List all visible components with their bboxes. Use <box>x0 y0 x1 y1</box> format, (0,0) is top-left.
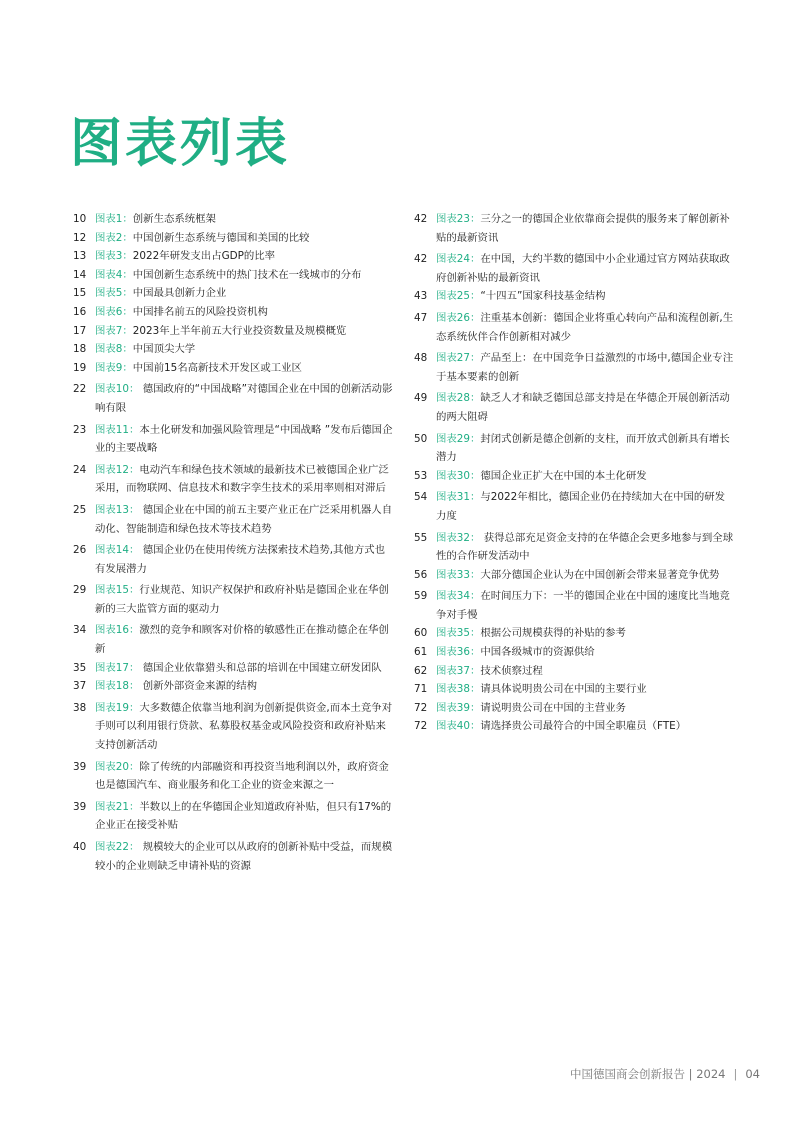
entry-page-number: 40 <box>73 841 87 853</box>
entry-page-number: 48 <box>414 352 428 365</box>
entry-page-number: 16 <box>73 305 87 318</box>
entry-page-number: 42 <box>414 213 428 225</box>
entry-figure-label: 图表30： <box>436 469 481 482</box>
entry-description: 电动汽车和绿色技术领域的最新技术已被德国企业广泛采用，而物联网、信息技术和数字孪生技术的采用率则相对滞后 <box>95 463 389 495</box>
entry-figure-label: 图表11： <box>95 423 140 436</box>
entry-text <box>95 359 393 378</box>
entry-description: 中国排名前五的风险投资机构 <box>132 305 268 318</box>
entry-description: 大多数德企依靠当地利润为创新提供资金,而本土竞争对手则可以利用银行贷款、私募股权基金或风险投资和政府补贴来支持创新活动 <box>95 701 393 752</box>
figure-list-entry[interactable] <box>73 210 393 229</box>
entry-page-number: 38 <box>73 701 87 714</box>
entry-description: 创新外部资金来源的结构 <box>139 680 258 693</box>
entry-page-number: 18 <box>73 343 87 356</box>
entry-text <box>436 309 734 346</box>
entry-text <box>95 284 393 303</box>
entry-text <box>436 662 734 681</box>
entry-page-number: 19 <box>73 361 87 374</box>
entry-figure-label: 图表7： <box>95 324 133 337</box>
entry-page-number: 39 <box>73 760 87 773</box>
entry-text <box>95 247 393 266</box>
figure-list-entry[interactable] <box>414 566 734 585</box>
entry-description: 请具体说明贵公司在中国的主要行业 <box>480 683 647 696</box>
entry-page-number: 42 <box>414 253 428 266</box>
entry-text <box>436 680 734 699</box>
entry-text <box>95 659 393 678</box>
entry-figure-label: 图表40： <box>436 720 481 733</box>
entry-description: “十四五”国家科技基金结构 <box>480 290 606 303</box>
entry-text <box>95 461 393 498</box>
figure-list-entry[interactable] <box>414 699 734 718</box>
entry-text <box>95 581 393 618</box>
entry-figure-label: 图表38： <box>436 683 481 696</box>
entry-description: 注重基本创新：德国企业将重心转向产品和流程创新,生态系统伙伴合作创新相对减少 <box>436 311 734 343</box>
figure-list-entry[interactable] <box>73 247 393 266</box>
entry-figure-label: 图表19： <box>95 701 140 714</box>
entry-text <box>436 430 734 467</box>
entry-text <box>95 322 393 341</box>
figure-list-entry[interactable] <box>73 659 393 678</box>
entry-page-number: 60 <box>414 627 428 640</box>
entry-page-number: 12 <box>73 231 87 244</box>
entry-description: 德国政府的“中国战略”对德国企业在中国的创新活动影响有限 <box>95 383 393 414</box>
entry-figure-label: 图表27： <box>436 352 481 365</box>
figure-list-entry[interactable] <box>414 529 734 566</box>
entry-page-number: 15 <box>73 287 87 300</box>
figure-list-entry[interactable] <box>414 287 734 306</box>
entry-figure-label: 图表28： <box>436 392 481 405</box>
entry-page-number: 56 <box>414 568 428 581</box>
entry-page-number: 13 <box>73 250 87 263</box>
figure-list-entry[interactable] <box>73 461 393 498</box>
entry-description: 中国创新生态系统中的热门技术在一线城市的分布 <box>132 268 362 281</box>
entry-description: 在中国，大约半数的德国中小企业通过官方网站获取政府创新补贴的最新资讯 <box>436 253 730 284</box>
entry-figure-label: 图表1： <box>95 213 133 225</box>
entry-text <box>95 798 393 835</box>
entry-figure-label: 图表12： <box>95 463 140 476</box>
entry-text <box>436 624 734 643</box>
entry-page-number: 47 <box>414 311 428 324</box>
figure-list-entry[interactable] <box>73 677 393 696</box>
entry-description: 产品至上：在中国竞争日益激烈的市场中,德国企业专注于基本要素的创新 <box>436 352 734 383</box>
figure-list-entry[interactable] <box>414 430 734 467</box>
entry-description: 获得总部充足资金支持的在华德企会更多地参与到全球性的合作研发活动中 <box>436 531 734 563</box>
entry-description: 德国企业在中国的前五主要产业正在广泛采用机器人自动化、智能制造和绿色技术等技术趋势 <box>95 503 393 535</box>
figure-list-entry[interactable] <box>73 359 393 378</box>
entry-page-number: 17 <box>73 324 87 337</box>
figure-list-entry[interactable] <box>73 421 393 458</box>
entry-text <box>436 566 734 585</box>
entry-figure-label: 图表6： <box>95 305 133 318</box>
figure-list-entry[interactable] <box>414 210 734 247</box>
entry-figure-label: 图表37： <box>436 664 481 677</box>
entry-page-number: 35 <box>73 661 87 674</box>
entry-description: 半数以上的在华德国企业知道政府补贴，但只有17%的企业正在接受补贴 <box>95 800 392 832</box>
entry-figure-label: 图表32： <box>436 531 481 544</box>
entry-description: 请说明贵公司在中国的主营业务 <box>480 701 626 714</box>
entry-page-number: 23 <box>73 423 87 436</box>
entry-text <box>436 488 734 525</box>
entry-description: 中国各级城市的资源供给 <box>480 646 595 659</box>
figure-list-entry[interactable] <box>414 662 734 681</box>
entry-text <box>95 838 393 875</box>
entry-page-number: 22 <box>73 383 87 396</box>
figure-list-entry[interactable] <box>73 284 393 303</box>
figure-list-entry[interactable] <box>414 680 734 699</box>
figure-list-entry[interactable] <box>414 643 734 662</box>
entry-text <box>436 250 734 287</box>
footer-separator: | <box>733 1067 738 1081</box>
entry-text <box>95 380 393 417</box>
entry-description: 大部分德国企业认为在中国创新会带来显著竞争优势 <box>480 568 720 581</box>
entry-description: 德国企业仍在使用传统方法探索技术趋势,其他方式也有发展潜力 <box>95 544 385 575</box>
entry-text <box>436 389 734 426</box>
entry-page-number: 14 <box>73 268 87 281</box>
figure-list-right-column <box>414 210 734 736</box>
entry-description: 在时间压力下：一半的德国企业在中国的速度比当地竞争对手慢 <box>436 590 730 621</box>
figure-list-entry[interactable] <box>414 389 734 426</box>
figure-list-left-column <box>73 210 393 875</box>
entry-text <box>95 421 393 458</box>
entry-description: 请选择贵公司最符合的中国全职雇员（FTE） <box>480 720 687 733</box>
entry-description: 除了传统的内部融资和再投资当地利润以外，政府资金也是德国汽车、商业服务和化工企业的资金来源之一 <box>95 760 389 792</box>
entry-figure-label: 图表15： <box>95 584 140 597</box>
footer-page-number: 04 <box>745 1067 760 1081</box>
figure-list-entry[interactable] <box>73 621 393 658</box>
entry-description: 2022年研发支出占GDP的比率 <box>132 250 276 263</box>
entry-text <box>436 210 734 247</box>
figure-list-entry[interactable] <box>73 758 393 795</box>
figure-list-entry[interactable] <box>73 266 393 285</box>
entry-description: 封闭式创新是德企创新的支柱，而开放式创新具有增长潜力 <box>436 432 730 464</box>
entry-figure-label: 图表13： <box>95 503 140 516</box>
entry-text <box>95 501 393 538</box>
entry-description: 与2022年相比，德国企业仍在持续加大在中国的研发力度 <box>436 491 726 522</box>
entry-figure-label: 图表8： <box>95 343 133 356</box>
entry-text <box>95 758 393 795</box>
entry-description: 根据公司规模获得的补贴的参考 <box>480 627 626 640</box>
entry-text <box>436 529 734 566</box>
entry-figure-label: 图表33： <box>436 568 481 581</box>
entry-figure-label: 图表26： <box>436 311 481 324</box>
entry-page-number: 55 <box>414 531 428 544</box>
entry-page-number: 72 <box>414 701 428 714</box>
entry-page-number: 39 <box>73 800 87 813</box>
entry-page-number: 49 <box>414 392 428 405</box>
entry-figure-label: 图表10： <box>95 383 140 396</box>
entry-text <box>436 467 734 486</box>
entry-description: 激烈的竞争和顾客对价格的敏感性正在推动德企在华创新 <box>95 624 389 656</box>
figure-list-entry[interactable] <box>414 309 734 346</box>
figure-list-entry[interactable] <box>73 303 393 322</box>
entry-figure-label: 图表22： <box>95 841 140 853</box>
figure-list-entry[interactable] <box>73 581 393 618</box>
entry-description: 中国最具创新力企业 <box>132 287 227 300</box>
footer-report-title: 中国德国商会创新报告 | 2024 <box>570 1067 726 1081</box>
figure-list-entry[interactable] <box>414 624 734 643</box>
entry-text <box>436 287 734 306</box>
entry-text <box>95 699 393 755</box>
figure-list-entry[interactable] <box>73 838 393 875</box>
entry-figure-label: 图表25： <box>436 290 481 303</box>
entry-description: 中国顶尖大学 <box>132 343 196 356</box>
entry-figure-label: 图表21： <box>95 800 140 813</box>
page-title: 图表列表 <box>70 114 291 174</box>
entry-figure-label: 图表4： <box>95 268 133 281</box>
entry-page-number: 29 <box>73 584 87 597</box>
entry-description: 中国前15名高新技术开发区或工业区 <box>132 361 302 374</box>
entry-figure-label: 图表14： <box>95 544 140 557</box>
entry-page-number: 25 <box>73 503 87 516</box>
entry-description: 三分之一的德国企业依靠商会提供的服务来了解创新补贴的最新资讯 <box>436 213 730 244</box>
figure-list-entry[interactable] <box>414 349 734 386</box>
entry-text <box>95 541 393 578</box>
figure-list-entry[interactable] <box>414 717 734 736</box>
figure-list-entry[interactable] <box>73 699 393 755</box>
entry-page-number: 34 <box>73 624 87 637</box>
entry-text <box>95 266 393 285</box>
entry-figure-label: 图表20： <box>95 760 140 773</box>
entry-page-number: 54 <box>414 491 428 504</box>
entry-figure-label: 图表24： <box>436 253 481 266</box>
figure-list-entry[interactable] <box>414 467 734 486</box>
entry-description: 技术侦察过程 <box>480 664 543 677</box>
entry-text <box>436 349 734 386</box>
entry-figure-label: 图表9： <box>95 361 133 374</box>
entry-page-number: 37 <box>73 680 87 693</box>
entry-figure-label: 图表39： <box>436 701 481 714</box>
figure-list-entry[interactable] <box>73 322 393 341</box>
entry-figure-label: 图表29： <box>436 432 481 445</box>
entry-figure-label: 图表18： <box>95 680 140 693</box>
entry-figure-label: 图表16： <box>95 624 140 637</box>
entry-page-number: 59 <box>414 590 428 603</box>
figure-list-entry[interactable] <box>73 229 393 248</box>
entry-figure-label: 图表2： <box>95 231 133 244</box>
figure-list-entry[interactable] <box>414 587 734 624</box>
entry-figure-label: 图表23： <box>436 213 481 225</box>
entry-figure-label: 图表3： <box>95 250 133 263</box>
entry-description: 缺乏人才和缺乏德国总部支持是在华德企开展创新活动的两大阻碍 <box>436 392 730 423</box>
entry-page-number: 71 <box>414 683 428 696</box>
entry-page-number: 62 <box>414 664 428 677</box>
entry-figure-label: 图表17： <box>95 661 140 674</box>
page-footer <box>570 1066 760 1082</box>
entry-description: 创新生态系统框架 <box>132 213 216 225</box>
entry-text <box>436 587 734 624</box>
entry-page-number: 24 <box>73 463 87 476</box>
entry-page-number: 26 <box>73 544 87 557</box>
figure-list-entry[interactable] <box>73 501 393 538</box>
entry-text <box>436 643 734 662</box>
entry-page-number: 50 <box>414 432 428 445</box>
entry-figure-label: 图表5： <box>95 287 133 300</box>
entry-text <box>95 677 393 696</box>
entry-figure-label: 图表35： <box>436 627 481 640</box>
entry-text <box>95 229 393 248</box>
entry-description: 中国创新生态系统与德国和美国的比较 <box>132 231 310 244</box>
figure-list-entry[interactable] <box>73 798 393 835</box>
entry-description: 行业规范、知识产权保护和政府补贴是德国企业在华创新的三大监管方面的驱动力 <box>95 584 389 615</box>
entry-text <box>436 699 734 718</box>
entry-figure-label: 图表36： <box>436 646 481 659</box>
entry-figure-label: 图表31： <box>436 491 481 504</box>
figure-list-entry[interactable] <box>414 250 734 287</box>
figure-list-entry[interactable] <box>73 380 393 417</box>
entry-description: 2023年上半年前五大行业投资数量及规模概览 <box>132 324 347 337</box>
entry-text <box>95 303 393 322</box>
figure-list-entry[interactable] <box>73 340 393 359</box>
entry-text <box>95 340 393 359</box>
entry-page-number: 53 <box>414 469 428 482</box>
entry-figure-label: 图表34： <box>436 590 481 603</box>
entry-description: 本土化研发和加强风险管理是“中国战略 ”发布后德国企业的主要战略 <box>95 423 393 455</box>
entry-text <box>95 621 393 658</box>
entry-text <box>436 717 734 736</box>
entry-page-number: 72 <box>414 720 428 733</box>
figure-list-entry[interactable] <box>414 488 734 525</box>
entry-description: 德国企业正扩大在中国的本土化研发 <box>480 469 647 482</box>
entry-description: 规模较大的企业可以从政府的创新补贴中受益，而规模较小的企业则缺乏申请补贴的资源 <box>95 841 393 872</box>
entry-page-number: 43 <box>414 290 428 303</box>
entry-text <box>95 210 393 229</box>
entry-page-number: 10 <box>73 213 87 225</box>
entry-page-number: 61 <box>414 646 428 659</box>
figure-list-entry[interactable] <box>73 541 393 578</box>
entry-description: 德国企业依靠猎头和总部的培训在中国建立研发团队 <box>139 661 382 674</box>
